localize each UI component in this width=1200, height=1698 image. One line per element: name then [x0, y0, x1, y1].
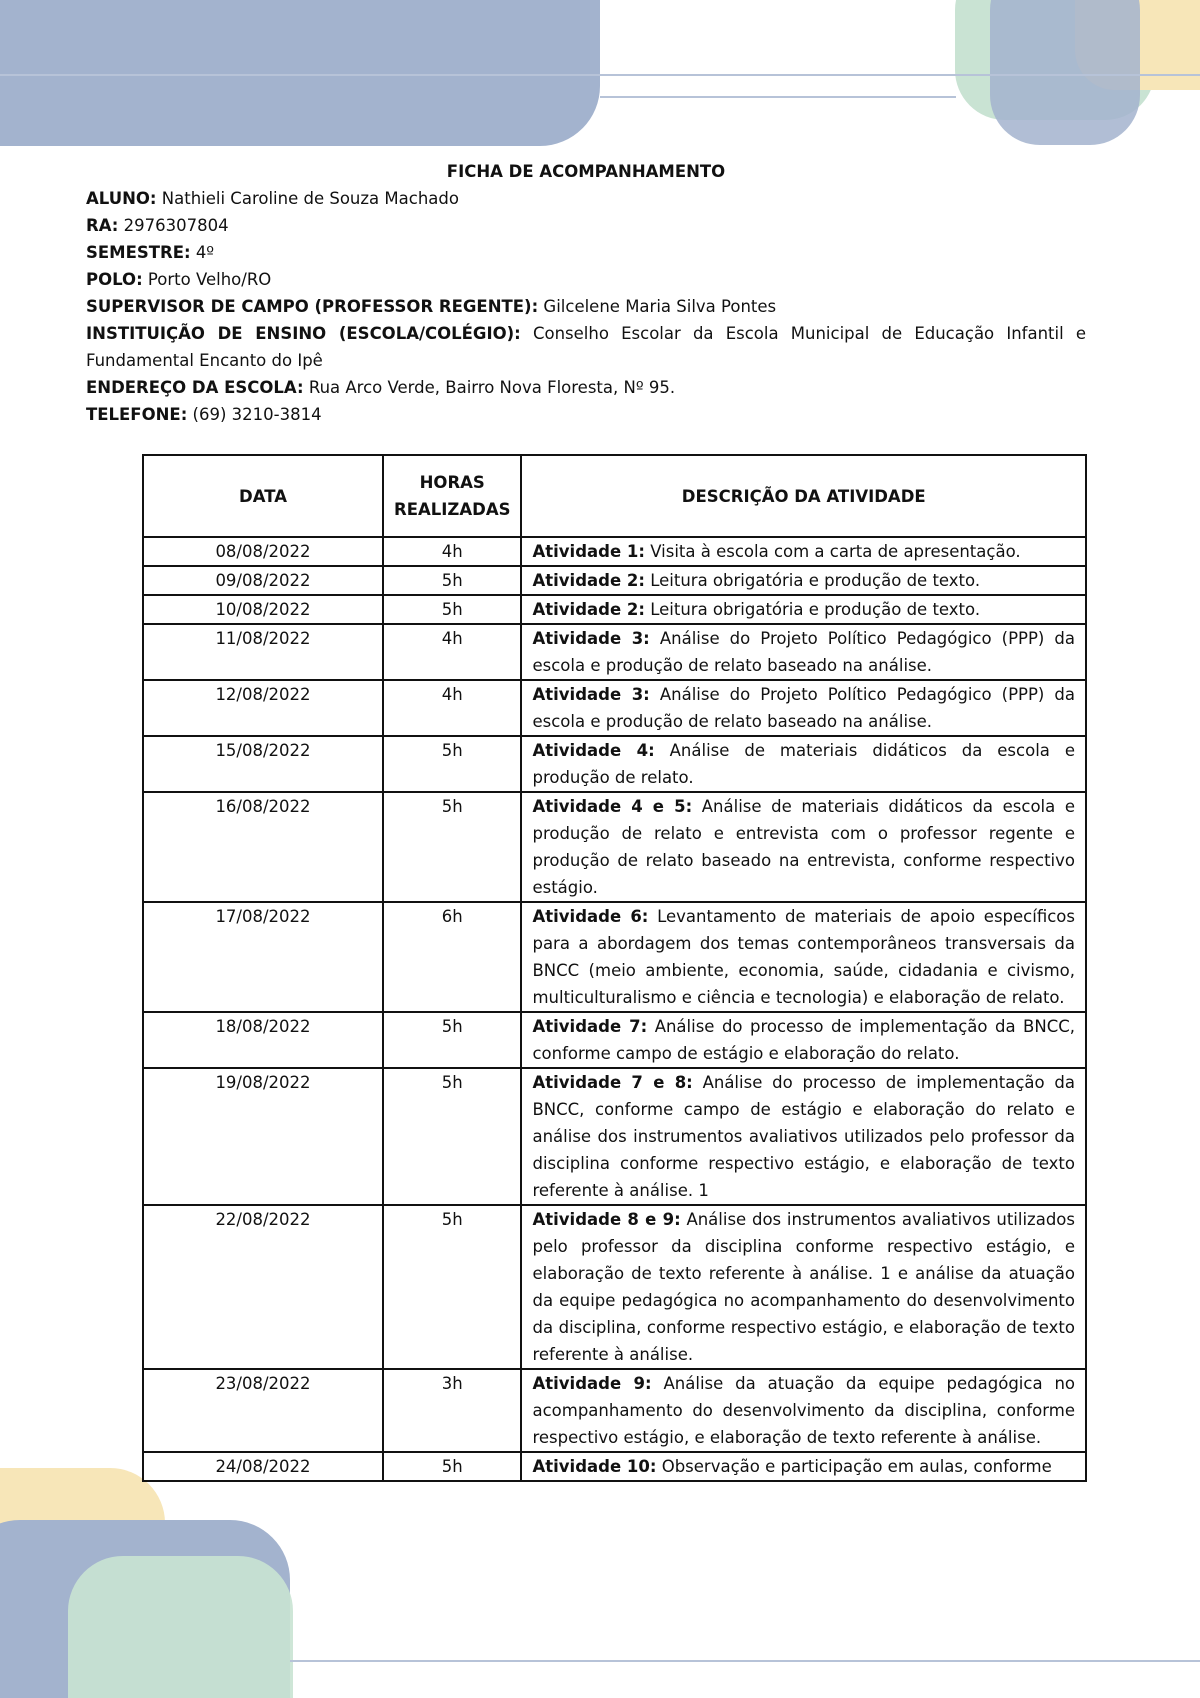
field-endereco: ENDEREÇO DA ESCOLA: Rua Arco Verde, Bairro Nova Floresta, Nº 95.: [86, 378, 676, 397]
table-row: [143, 1205, 1086, 1369]
activity-text: Análise da atuação da equipe pedagógica no acompanhamento do desenvolvimento da disciplina, conforme respectivo estágio, e elaboração de texto referente à análise.: [532, 1374, 1076, 1447]
table-row: [143, 595, 1086, 624]
row-hours: 4h: [383, 624, 521, 680]
document-header: [86, 158, 1086, 428]
header-decoration: [0, 0, 1200, 170]
row-description: [521, 595, 1086, 624]
activity-text: Leitura obrigatória e produção de texto.: [650, 600, 981, 619]
row-hours: 5h: [383, 595, 521, 624]
activity-table: [142, 454, 1087, 1482]
row-date: 11/08/2022: [143, 624, 383, 680]
table-row: [143, 792, 1086, 902]
row-date: 22/08/2022: [143, 1205, 383, 1369]
row-description: [521, 1068, 1086, 1205]
row-date: 19/08/2022: [143, 1068, 383, 1205]
activity-label: Atividade 4 e 5:: [532, 797, 693, 816]
activity-label: Atividade 7 e 8:: [532, 1073, 693, 1092]
activity-text: Visita à escola com a carta de apresentação.: [650, 542, 1021, 561]
row-description: [521, 1205, 1086, 1369]
row-description: [521, 1452, 1086, 1481]
activity-label: Atividade 6:: [532, 907, 649, 926]
activity-text: Análise do processo de implementação da BNCC, conforme campo de estágio e elaboração do relato.: [532, 1017, 1075, 1063]
row-description: [521, 792, 1086, 902]
row-date: 09/08/2022: [143, 566, 383, 595]
activity-text: Análise do Projeto Político Pedagógico (PPP) da escola e produção de relato baseado na análise.: [532, 629, 1076, 675]
activity-label: Atividade 3:: [532, 629, 650, 648]
row-description: [521, 537, 1086, 566]
row-description: [521, 736, 1086, 792]
row-date: 24/08/2022: [143, 1452, 383, 1481]
activity-label: Atividade 9:: [532, 1374, 652, 1393]
row-description: [521, 566, 1086, 595]
footer-decoration: [0, 1460, 1200, 1698]
row-hours: 5h: [383, 1205, 521, 1369]
field-aluno: ALUNO: Nathieli Caroline de Souza Machado: [86, 189, 459, 208]
activity-text: Observação e participação em aulas, conforme: [661, 1457, 1052, 1476]
row-hours: 6h: [383, 902, 521, 1012]
activity-text: Análise do Projeto Político Pedagógico (PPP) da escola e produção de relato baseado na análise.: [532, 685, 1076, 731]
activity-label: Atividade 4:: [532, 741, 655, 760]
activity-text: Análise de materiais didáticos da escola e produção de relato e entrevista com o professor regente e produção de relato baseado na entrevista, conforme respectivo estágio.: [532, 797, 1075, 897]
field-ra: RA: 2976307804: [86, 216, 229, 235]
row-hours: 5h: [383, 1068, 521, 1205]
row-date: 18/08/2022: [143, 1012, 383, 1068]
row-date: 08/08/2022: [143, 537, 383, 566]
row-date: 23/08/2022: [143, 1369, 383, 1452]
row-description: [521, 680, 1086, 736]
row-hours: 3h: [383, 1369, 521, 1452]
row-hours: 5h: [383, 1452, 521, 1481]
field-instituicao: INSTITUIÇÃO DE ENSINO (ESCOLA/COLÉGIO): Conselho Escolar da Escola Municipal de Educação Infantil e Fundamental Encanto do Ipê: [86, 324, 1086, 370]
document-title: FICHA DE ACOMPANHAMENTO: [446, 162, 726, 181]
activity-label: Atividade 1:: [532, 542, 645, 561]
row-hours: 5h: [383, 1012, 521, 1068]
table-row: [143, 736, 1086, 792]
field-semestre: SEMESTRE: 4º: [86, 243, 215, 262]
field-polo: POLO: Porto Velho/RO: [86, 270, 272, 289]
row-date: 17/08/2022: [143, 902, 383, 1012]
row-hours: 4h: [383, 680, 521, 736]
table-row: [143, 566, 1086, 595]
row-description: [521, 624, 1086, 680]
field-supervisor: SUPERVISOR DE CAMPO (PROFESSOR REGENTE): Gilcelene Maria Silva Pontes: [86, 297, 777, 316]
activity-label: Atividade 8 e 9:: [532, 1210, 681, 1229]
table-row: [143, 537, 1086, 566]
row-hours: 5h: [383, 792, 521, 902]
activity-label: Atividade 3:: [532, 685, 650, 704]
activity-text: Leitura obrigatória e produção de texto.: [650, 571, 981, 590]
row-hours: 5h: [383, 736, 521, 792]
table-row: [143, 1369, 1086, 1452]
table-row: [143, 1452, 1086, 1481]
field-telefone: TELEFONE: (69) 3210-3814: [86, 405, 322, 424]
activity-rows: [143, 537, 1086, 1481]
activity-text: Análise dos instrumentos avaliativos utilizados pelo professor da disciplina conforme respectivo estágio, e elaboração de texto referente à análise. 1 e análise da atuação da equipe pedagógica no acompanhamento do desenvolvimento da disciplina, conforme respectivo estágio, e elaboração de texto referente à análise.: [532, 1210, 1075, 1364]
row-hours: 4h: [383, 537, 521, 566]
activity-text: Análise de materiais didáticos da escola e produção de relato.: [532, 741, 1075, 787]
table-row: [143, 902, 1086, 1012]
activity-label: Atividade 10:: [532, 1457, 657, 1476]
header-hours: HORAS REALIZADAS: [383, 455, 521, 537]
table-row: [143, 680, 1086, 736]
activity-label: Atividade 2:: [532, 571, 645, 590]
table-row: [143, 624, 1086, 680]
activity-text: Levantamento de materiais de apoio específicos para a abordagem dos temas contemporâneos transversais da BNCC (meio ambiente, economia, saúde, cidadania e civismo, multiculturalismo e ciência e tecnologia) e elaboração de relato.: [532, 907, 1075, 1007]
row-date: 12/08/2022: [143, 680, 383, 736]
row-date: 15/08/2022: [143, 736, 383, 792]
table-row: [143, 1068, 1086, 1205]
row-description: [521, 902, 1086, 1012]
row-hours: 5h: [383, 566, 521, 595]
row-date: 16/08/2022: [143, 792, 383, 902]
activity-label: Atividade 2:: [532, 600, 645, 619]
row-date: 10/08/2022: [143, 595, 383, 624]
row-description: [521, 1012, 1086, 1068]
header-description: DESCRIÇÃO DA ATIVIDADE: [521, 455, 1086, 537]
activity-text: Análise do processo de implementação da BNCC, conforme campo de estágio e elaboração do relato e análise dos instrumentos avaliativos utilizados pelo professor da disciplina conforme respectivo estágio, e elaboração de texto referente à análise. 1: [532, 1073, 1076, 1200]
row-description: [521, 1369, 1086, 1452]
activity-label: Atividade 7:: [532, 1017, 648, 1036]
table-row: [143, 1012, 1086, 1068]
header-date: DATA: [143, 455, 383, 537]
